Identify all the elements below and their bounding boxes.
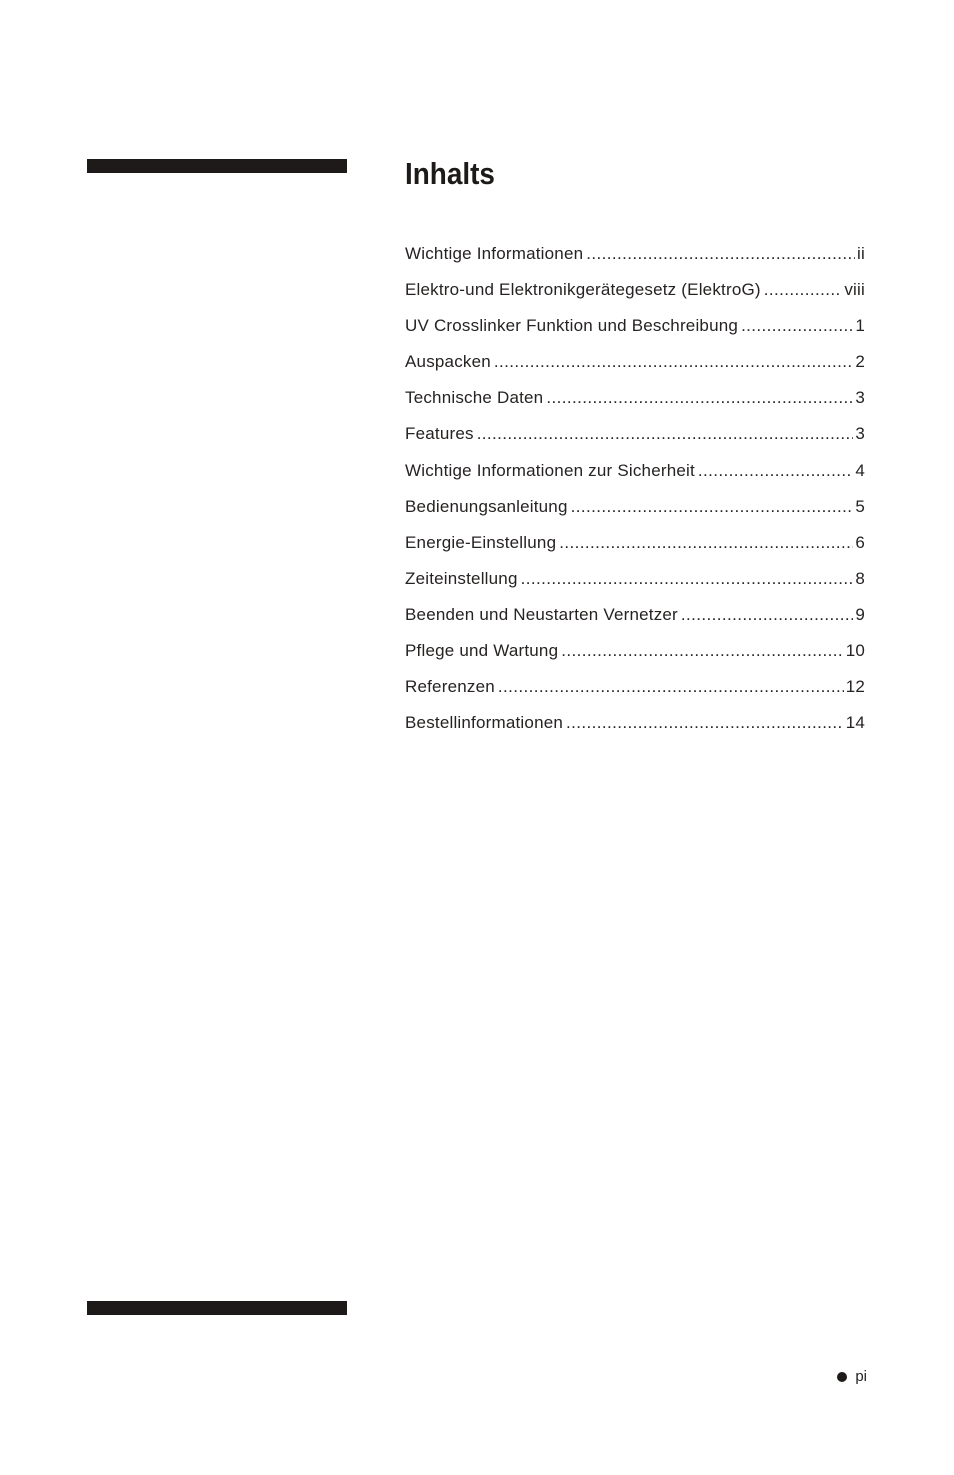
page-footer — [837, 1366, 867, 1388]
top-decorative-bar — [87, 159, 347, 173]
page-number: pi — [855, 1368, 867, 1385]
toc-entry[interactable] — [405, 525, 865, 561]
toc-entry[interactable] — [405, 597, 865, 633]
toc-dot-leader — [561, 633, 843, 669]
toc-entry[interactable] — [405, 561, 865, 597]
toc-entry[interactable] — [405, 633, 865, 669]
toc-dot-leader — [764, 272, 843, 308]
toc-entry-title: Beenden und Neustarten Vernetzer — [405, 604, 678, 624]
toc-entry-page: 12 — [845, 677, 865, 697]
toc-dot-leader — [741, 308, 853, 344]
toc-entry-title: Wichtige Informationen — [405, 244, 584, 263]
toc-entry[interactable] — [405, 416, 865, 452]
toc-entry-title: Bedienungsanleitung — [405, 496, 568, 516]
toc-dot-leader — [559, 525, 853, 561]
bottom-decorative-bar — [87, 1301, 347, 1315]
toc-entry[interactable] — [405, 344, 865, 380]
toc-entry-page: viii — [844, 280, 865, 300]
toc-entry-page: 3 — [855, 424, 865, 444]
toc-entry-title: Zeiteinstellung — [405, 568, 518, 588]
toc-dot-leader — [566, 705, 844, 741]
toc-entry-title: Technische Daten — [405, 388, 544, 408]
toc-dot-leader — [521, 561, 854, 597]
toc-entry-title: Referenzen — [405, 677, 495, 697]
toc-entry[interactable] — [405, 669, 865, 705]
toc-entry-page: 6 — [855, 532, 865, 552]
toc-dot-leader — [586, 236, 855, 272]
toc-entry-page: 1 — [855, 316, 865, 336]
toc-entry[interactable] — [405, 236, 865, 272]
toc-dot-leader — [698, 453, 853, 489]
toc-entry-title: Energie-Einstellung — [405, 532, 557, 552]
toc-entry[interactable] — [405, 308, 865, 344]
toc-entry-page: ii — [857, 244, 865, 263]
toc-entry-title: UV Crosslinker Funktion und Beschreibung — [405, 316, 739, 336]
toc-entry[interactable] — [405, 380, 865, 416]
table-of-contents — [405, 236, 865, 741]
toc-entry-page: 2 — [855, 352, 865, 372]
filled-circle-icon — [837, 1372, 847, 1382]
toc-entry-page: 8 — [855, 568, 865, 588]
toc-dot-leader — [571, 489, 854, 525]
toc-entry-page: 10 — [845, 641, 865, 661]
toc-entry-title: Elektro-und Elektronikgerätegesetz (ElektroG) — [405, 280, 761, 300]
toc-entry[interactable] — [405, 489, 865, 525]
toc-dot-leader — [477, 416, 854, 452]
toc-dot-leader — [546, 380, 853, 416]
toc-entry-page: 5 — [855, 496, 865, 516]
toc-entry-page: 3 — [855, 388, 865, 408]
toc-entry-title: Wichtige Informationen zur Sicherheit — [405, 460, 695, 480]
toc-entry-page: 14 — [845, 713, 865, 733]
toc-entry-title: Pflege und Wartung — [405, 641, 559, 661]
toc-dot-leader — [494, 344, 853, 380]
toc-entry-title: Bestellinformationen — [405, 713, 564, 733]
toc-entry-page: 9 — [855, 604, 865, 624]
toc-entry[interactable] — [405, 453, 865, 489]
toc-entry-title: Auspacken — [405, 352, 491, 372]
toc-entry-title: Features — [405, 424, 474, 444]
toc-entry[interactable] — [405, 272, 865, 308]
toc-dot-leader — [681, 597, 853, 633]
page-title: Inhalts — [405, 156, 495, 191]
toc-dot-leader — [498, 669, 844, 705]
toc-entry-page: 4 — [855, 460, 865, 480]
toc-entry[interactable] — [405, 705, 865, 741]
